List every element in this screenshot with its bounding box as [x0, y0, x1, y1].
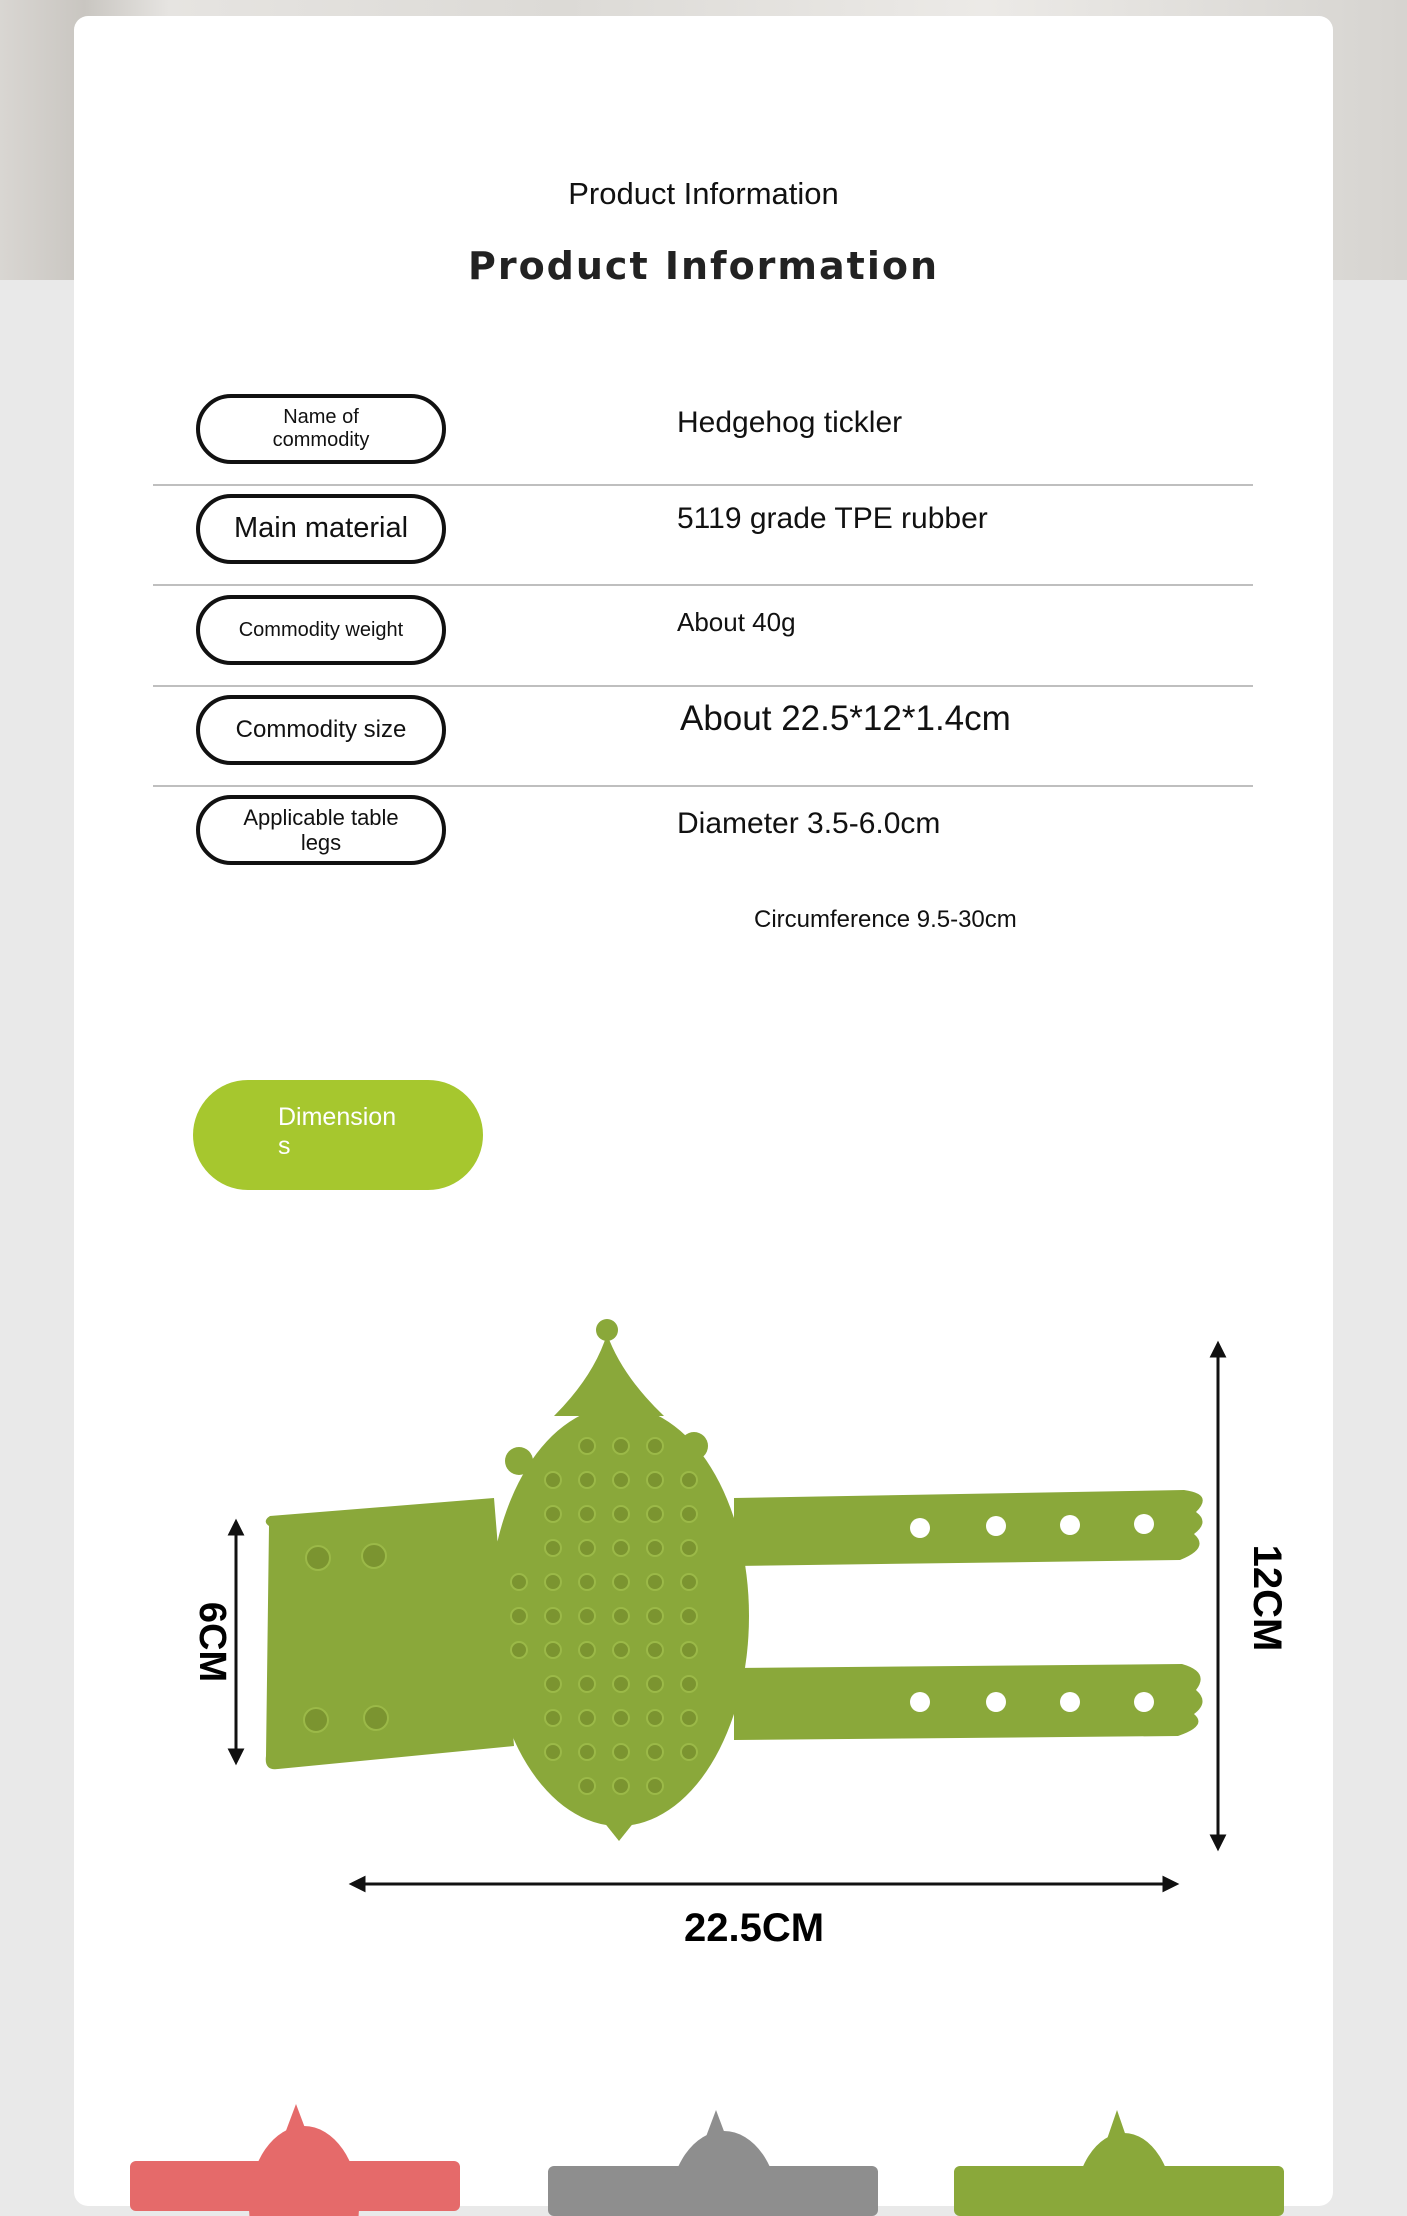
bristle [681, 1540, 697, 1556]
bristle [613, 1778, 629, 1794]
dimensions-label: Dimensions [278, 1103, 397, 1160]
row-label: Commodity size [235, 716, 407, 744]
bristle [613, 1540, 629, 1556]
row-label-pill [196, 795, 446, 865]
bristle [579, 1778, 595, 1794]
bristle [647, 1540, 663, 1556]
strap-bottom [734, 1664, 1203, 1740]
bristle [681, 1506, 697, 1522]
bristle [681, 1472, 697, 1488]
width-label: 22.5CM [683, 1906, 825, 1950]
bristle [579, 1608, 595, 1624]
product-shape [266, 1319, 1203, 1841]
bristle [613, 1642, 629, 1658]
bristle [511, 1574, 527, 1590]
info-row-size [153, 687, 1253, 787]
strap-top [734, 1490, 1203, 1566]
bristle [579, 1710, 595, 1726]
row-extra-value: Circumference 9.5-30cm [754, 906, 1017, 933]
bristle [613, 1438, 629, 1454]
pad-height-label: 6CM [191, 1601, 233, 1683]
row-label: Applicable table legs [243, 804, 399, 855]
bristle [545, 1608, 561, 1624]
bristle [511, 1608, 527, 1624]
bristle [579, 1676, 595, 1692]
bristle [647, 1608, 663, 1624]
bristle [647, 1676, 663, 1692]
row-label: Main material [233, 512, 409, 545]
bristle [545, 1642, 561, 1658]
bristle [545, 1574, 561, 1590]
bristle [613, 1608, 629, 1624]
bristle [613, 1574, 629, 1590]
row-value: Hedgehog tickler [677, 406, 903, 439]
dimensions-badge [193, 1080, 483, 1190]
thumbnail-gray [548, 2110, 878, 2216]
thumbnail-green [954, 2110, 1284, 2216]
bristle [579, 1472, 595, 1488]
bristle [681, 1574, 697, 1590]
bristle [545, 1506, 561, 1522]
bristle [511, 1642, 527, 1658]
bristle [579, 1438, 595, 1454]
bristle [647, 1472, 663, 1488]
bristle [579, 1540, 595, 1556]
section-title: Product Information [568, 176, 839, 211]
bristle [545, 1540, 561, 1556]
bristle [579, 1642, 595, 1658]
bristle [647, 1642, 663, 1658]
brush-crest [554, 1334, 664, 1416]
bristle [647, 1506, 663, 1522]
bristle [579, 1744, 595, 1760]
bristle [545, 1676, 561, 1692]
bristle [613, 1710, 629, 1726]
bristle [681, 1608, 697, 1624]
bristle [579, 1574, 595, 1590]
row-label-pill [196, 494, 446, 564]
info-row-name [153, 386, 1253, 486]
row-label-pill [196, 394, 446, 464]
bristle [681, 1744, 697, 1760]
bristle [613, 1506, 629, 1522]
bristle [579, 1506, 595, 1522]
bristle [613, 1472, 629, 1488]
bristle [545, 1744, 561, 1760]
bristle [647, 1778, 663, 1794]
color-variant-thumbnails [124, 2096, 1324, 2216]
bristle [681, 1676, 697, 1692]
row-value: About 40g [677, 607, 796, 637]
row-label: Name of commodity [272, 406, 370, 451]
row-label-pill [196, 595, 446, 665]
info-row-weight [153, 587, 1253, 687]
row-divider [153, 584, 1253, 586]
thumbnail-red [130, 2104, 460, 2216]
product-dimension-diagram [174, 1316, 1334, 1976]
height-label: 12CM [1245, 1544, 1289, 1652]
info-row-table-legs [153, 787, 1253, 887]
bristle [545, 1472, 561, 1488]
row-value: 5119 grade TPE rubber [677, 502, 988, 535]
bristle [681, 1710, 697, 1726]
bristle [647, 1710, 663, 1726]
bristle [613, 1744, 629, 1760]
product-info-card [74, 16, 1333, 2206]
row-value: Diameter 3.5-6.0cm [677, 807, 941, 840]
bristle [613, 1676, 629, 1692]
row-label: Commodity weight [238, 618, 404, 641]
section-title-graphic: Product Information [467, 244, 940, 288]
row-label-pill [196, 695, 446, 765]
bristle [681, 1642, 697, 1658]
bristle [647, 1438, 663, 1454]
left-pad [266, 1498, 514, 1769]
bristle [545, 1710, 561, 1726]
bristle [647, 1744, 663, 1760]
info-row-material [153, 486, 1253, 586]
row-value: About 22.5*12*1.4cm [680, 699, 1011, 738]
bristle [647, 1574, 663, 1590]
